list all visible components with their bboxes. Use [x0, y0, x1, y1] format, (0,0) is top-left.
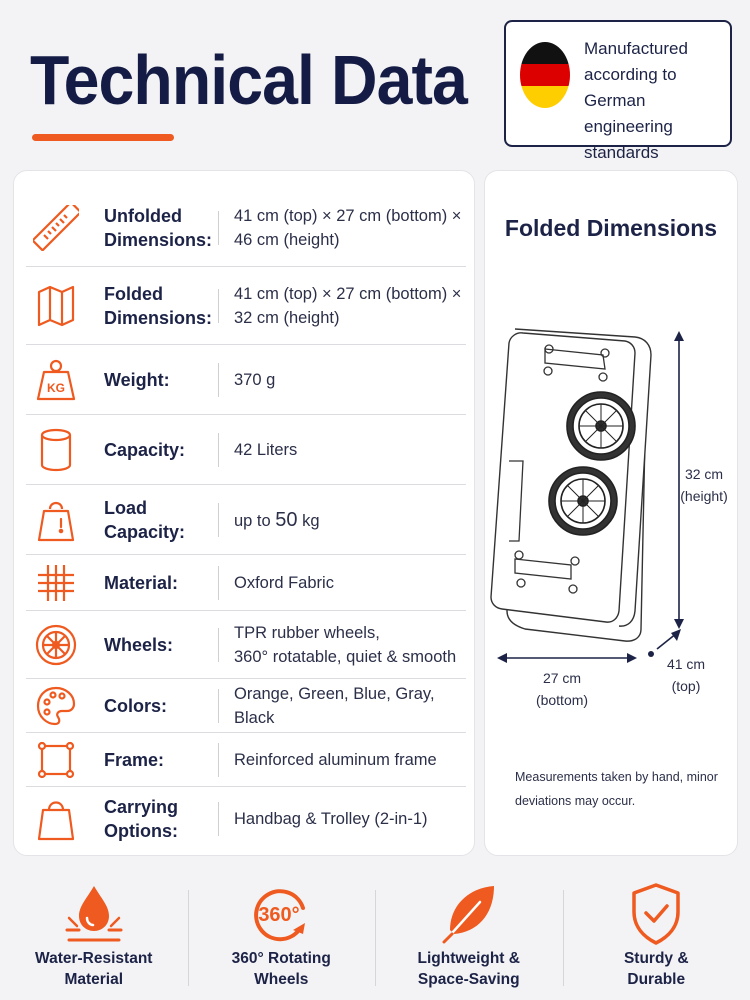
- feather-icon: [438, 872, 500, 946]
- bottom-dimension-label: 27 cm (bottom): [535, 670, 589, 708]
- spec-value: 41 cm (top) × 27 cm (bottom) × 32 cm (height): [234, 285, 462, 327]
- german-engineering-badge: [504, 20, 732, 162]
- feature-label: Lightweight & Space-Saving: [417, 950, 520, 988]
- feature-sturdy: [563, 872, 750, 1000]
- spec-row-folded: [26, 267, 466, 345]
- spec-value: Oxford Fabric: [234, 574, 334, 592]
- cylinder-icon: [26, 415, 86, 485]
- spec-row-material: [26, 555, 466, 611]
- spec-row-weight: [26, 345, 466, 415]
- badge-text: Manufactured according to German engineering standards: [584, 39, 688, 162]
- spec-row-capacity: [26, 415, 466, 485]
- feature-label: Sturdy & Durable: [623, 950, 689, 988]
- feature-360-rotating: [188, 872, 376, 1000]
- spec-value: 41 cm (top) × 27 cm (bottom) × 46 cm (height): [234, 207, 462, 249]
- spec-table: [13, 170, 475, 856]
- feature-water-resistant: [0, 872, 188, 1000]
- spec-label: Carrying Options:: [104, 797, 179, 841]
- feature-label: 360° Rotating Wheels: [231, 950, 331, 988]
- ruler-icon: [26, 189, 86, 267]
- folded-dimensions-panel: [484, 170, 738, 856]
- palette-icon: [26, 679, 86, 733]
- feature-lightweight: [375, 872, 563, 1000]
- svg-text:KG: KG: [47, 381, 65, 395]
- top-dimension-label: 41 cm (top): [666, 656, 706, 694]
- feature-label: Water-Resistant Material: [35, 950, 153, 988]
- spec-label: Wheels:: [104, 635, 174, 655]
- spec-label: Material:: [104, 573, 179, 593]
- spec-label: Frame:: [104, 750, 165, 770]
- spec-value: 42 Liters: [234, 441, 298, 459]
- spec-value: 370 g: [234, 371, 276, 389]
- spec-label: Folded Dimensions:: [104, 284, 213, 328]
- grid-icon: [26, 555, 86, 611]
- spec-label: Weight:: [104, 370, 170, 390]
- spec-label: Capacity:: [104, 440, 186, 460]
- svg-text:360°: 360°: [258, 904, 300, 926]
- spec-row-frame: [26, 733, 466, 787]
- kg-weight-icon: [26, 345, 86, 415]
- measurement-note: Measurements taken by hand, minor deviations may occur.: [515, 770, 718, 808]
- spec-row-wheels: [26, 611, 466, 679]
- water-drop-icon: [63, 872, 125, 946]
- shield-check-icon: [628, 872, 684, 946]
- spec-value: TPR rubber wheels, 360° rotatable, quiet & smooth: [234, 624, 457, 666]
- spec-value: Reinforced aluminum frame: [234, 751, 437, 769]
- load-weight-icon: [26, 485, 86, 555]
- feature-strip: [0, 872, 750, 1000]
- page-title: Technical Data: [30, 41, 467, 119]
- spec-value: Handbag & Trolley (2-in-1): [234, 810, 428, 828]
- german-flag-icon: [520, 42, 570, 108]
- rotate-360-icon: [249, 872, 313, 946]
- folded-title: Folded Dimensions: [504, 215, 718, 241]
- height-dimension-label: 32 cm (height): [680, 466, 728, 504]
- title-underline: [32, 134, 174, 141]
- spec-row-colors: [26, 679, 466, 733]
- frame-icon: [26, 733, 86, 787]
- spec-row-load-capacity: [26, 485, 466, 555]
- spec-value: Orange, Green, Blue, Gray, Black: [234, 685, 435, 727]
- spec-row-carrying: [26, 787, 466, 851]
- bag-icon: [26, 787, 86, 851]
- folded-map-icon: [26, 267, 86, 345]
- spec-label: Load Capacity:: [104, 498, 186, 542]
- spec-row-unfolded: [26, 189, 466, 267]
- spec-label: Colors:: [104, 696, 167, 716]
- wheel-icon: [26, 611, 86, 679]
- spec-value: up to 50 kg: [234, 508, 320, 531]
- spec-label: Unfolded Dimensions:: [104, 206, 213, 250]
